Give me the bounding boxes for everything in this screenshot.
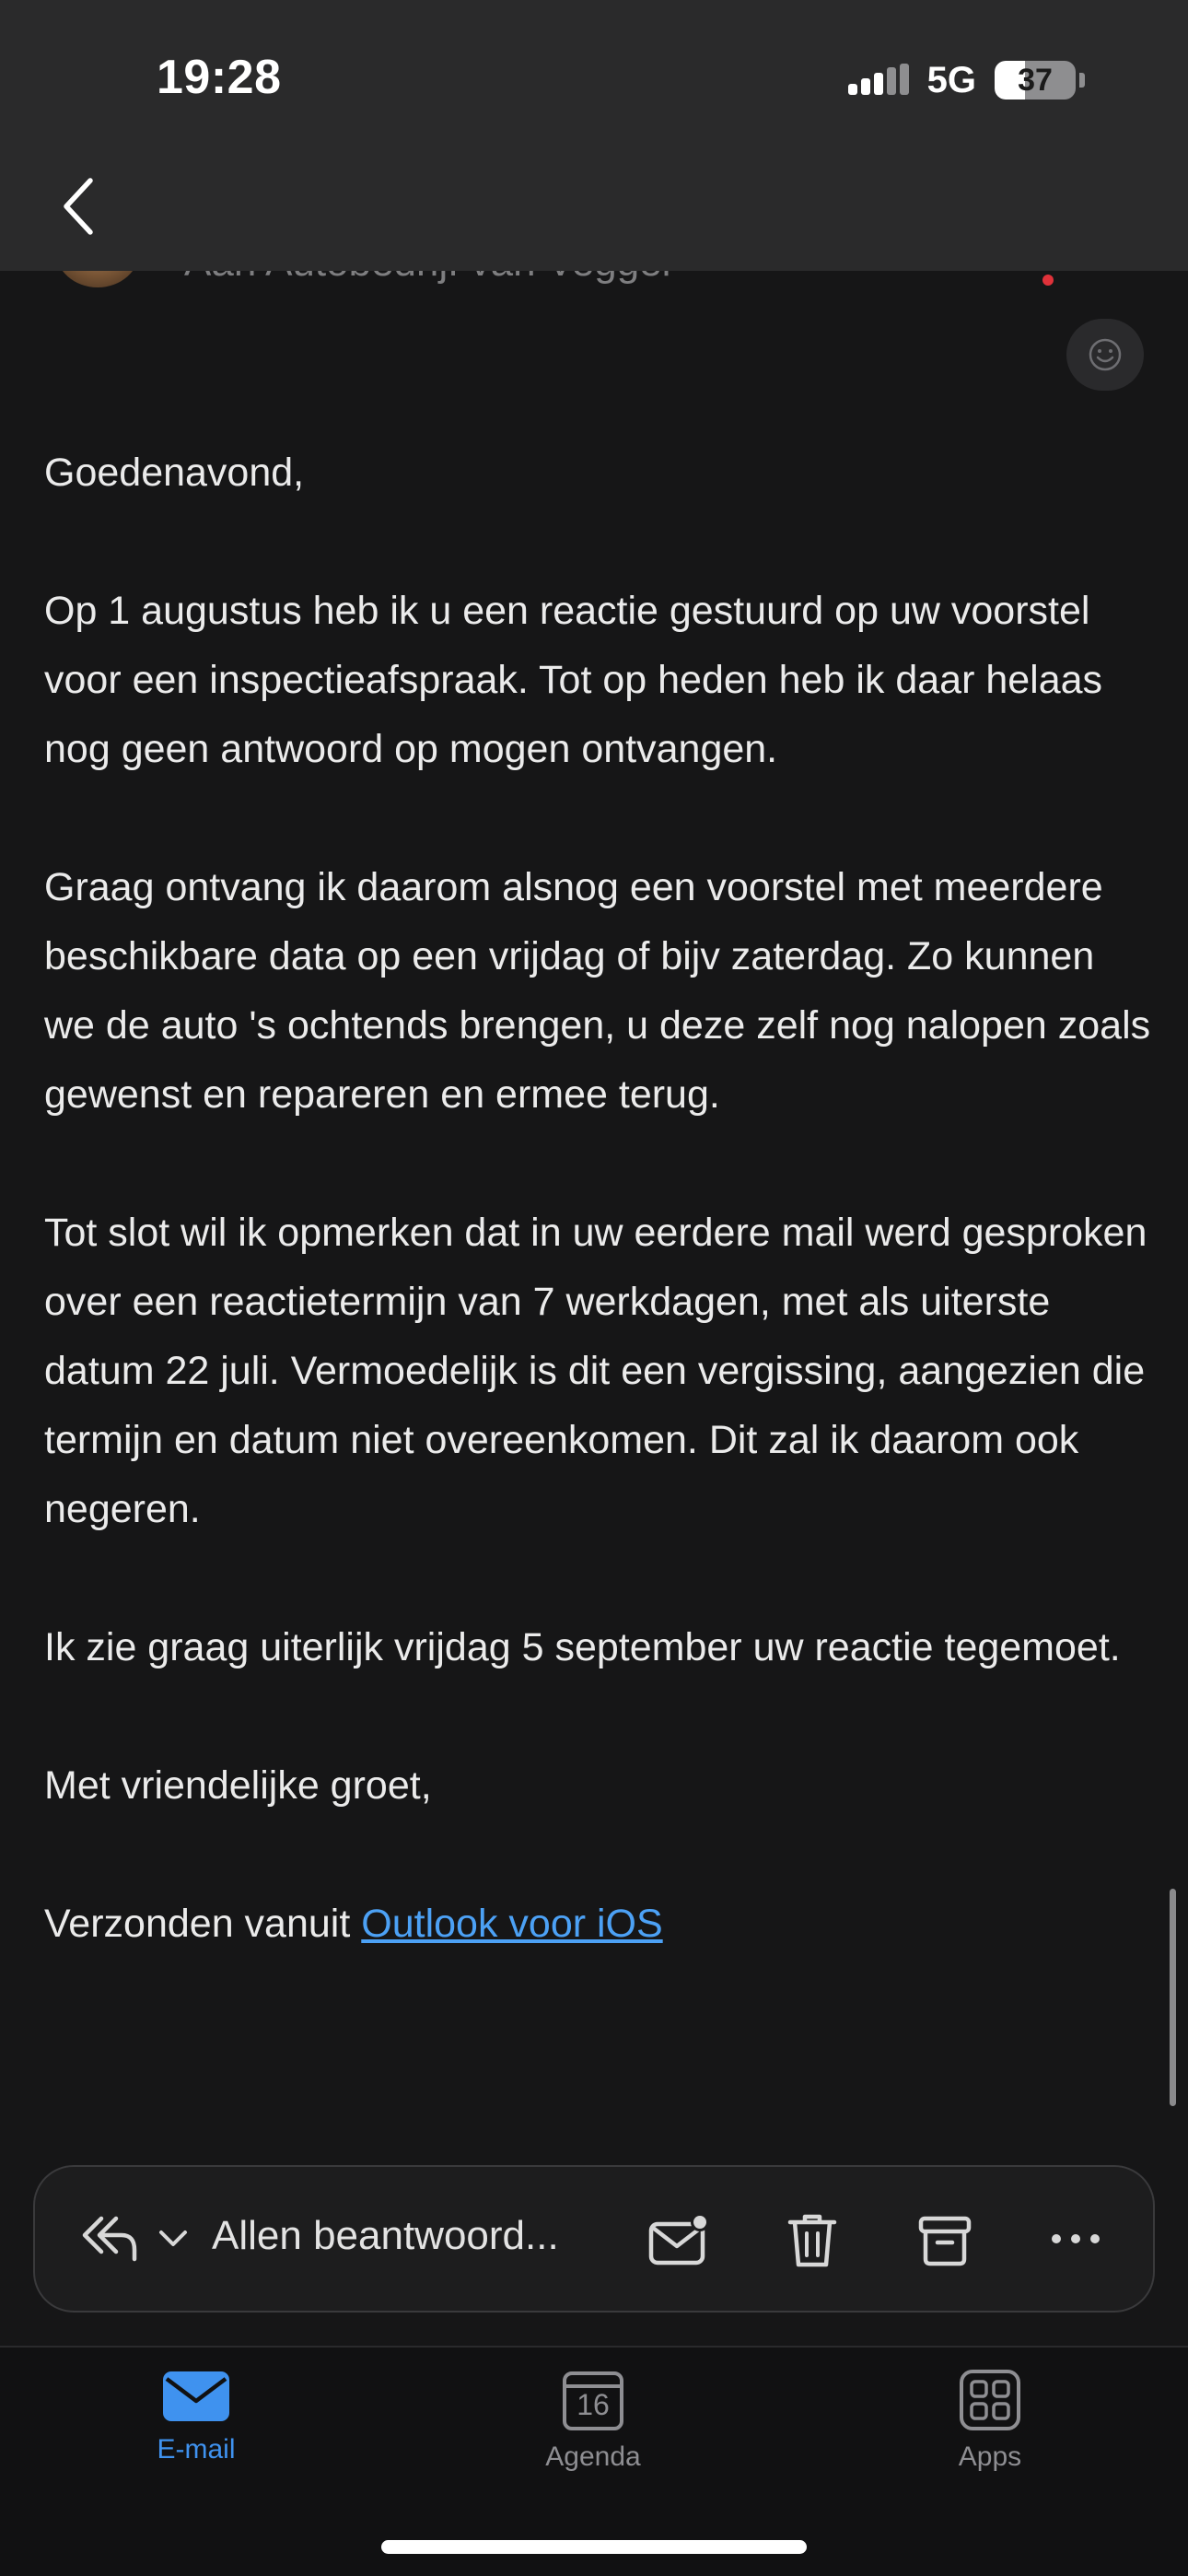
battery-cap <box>1079 73 1085 88</box>
outlook-ios-link[interactable]: Outlook voor iOS <box>361 1902 663 1946</box>
reply-all-icon <box>81 2213 140 2265</box>
chevron-down-icon <box>158 2230 188 2248</box>
tab-apps-label: Apps <box>958 2441 1022 2472</box>
tab-email-label: E-mail <box>157 2434 236 2465</box>
mail-icon <box>161 2368 231 2425</box>
reply-all-button[interactable] <box>81 2209 140 2268</box>
delete-button[interactable] <box>783 2207 842 2274</box>
chevron-left-icon <box>61 177 94 236</box>
paragraph-4: Ik zie graag uiterlijk vrijdag 5 september uw reactie tegemoet. <box>44 1625 1121 1669</box>
signature <box>44 1890 1154 1959</box>
archive-icon <box>917 2213 973 2268</box>
calendar-day: 16 <box>577 2388 610 2421</box>
reaction-button[interactable] <box>1066 319 1144 391</box>
network-type: 5G <box>926 59 976 100</box>
reply-all-label[interactable]: Allen beantwoord... <box>212 2213 559 2258</box>
paragraph-2: Graag ontvang ik daarom alsnog een voorstel met meerdere beschikbare data op een vrijdag of bijv zaterdag. Zo kunnen we de auto 's ochtends brengen, u deze zelf nog nalopen zoals gewenst en repareren en ermee terug. <box>44 865 1151 1117</box>
apps-grid-icon <box>958 2368 1022 2432</box>
mark-unread-button[interactable] <box>646 2207 713 2274</box>
paragraph-3: Tot slot wil ik opmerken dat in uw eerdere mail werd gesproken over een reactietermijn van 7 werkdagen, met als uiterste datum 22 juli. Vermoedelijk is dit een vergissing, aangezien die termijn en datum niet overeenkomen. Dit zal ik daarom ook negeren. <box>44 1211 1147 1531</box>
email-message <box>44 439 1154 1959</box>
unread-dot <box>1042 275 1054 286</box>
battery-level: 37 <box>1018 62 1053 98</box>
archive-button[interactable] <box>915 2207 974 2274</box>
status-time: 19:28 <box>157 51 282 104</box>
more-icon <box>1050 2232 1101 2245</box>
mark-unread-icon <box>647 2211 712 2270</box>
status-indicators <box>848 57 1085 103</box>
signal-icon <box>848 64 909 97</box>
paragraph-1: Op 1 augustus heb ik u een reactie gestuurd op uw voorstel voor een inspectieafspraak. Tot op heden heb ik daar helaas nog geen antwoord op mogen ontvangen. <box>44 589 1103 771</box>
signature-prefix: Verzonden vanuit <box>44 1902 362 1946</box>
back-button[interactable] <box>50 171 105 241</box>
calendar-icon <box>561 2368 625 2432</box>
greeting: Goedenavond, <box>44 451 305 495</box>
top-bar <box>0 0 1188 271</box>
tab-apps[interactable] <box>889 2368 1091 2473</box>
tab-email[interactable] <box>95 2368 297 2465</box>
tab-calendar-label: Agenda <box>545 2441 641 2472</box>
battery-icon <box>995 61 1076 100</box>
tab-calendar[interactable] <box>492 2368 694 2473</box>
reply-options-dropdown[interactable] <box>153 2219 193 2259</box>
scrollbar[interactable] <box>1170 1889 1176 2106</box>
message-action-bar <box>33 2165 1155 2313</box>
smiley-icon <box>1087 336 1124 373</box>
more-button[interactable] <box>1046 2209 1105 2268</box>
closing: Met vriendelijke groet, <box>44 1763 432 1808</box>
trash-icon <box>786 2211 838 2270</box>
home-indicator[interactable] <box>381 2540 807 2554</box>
